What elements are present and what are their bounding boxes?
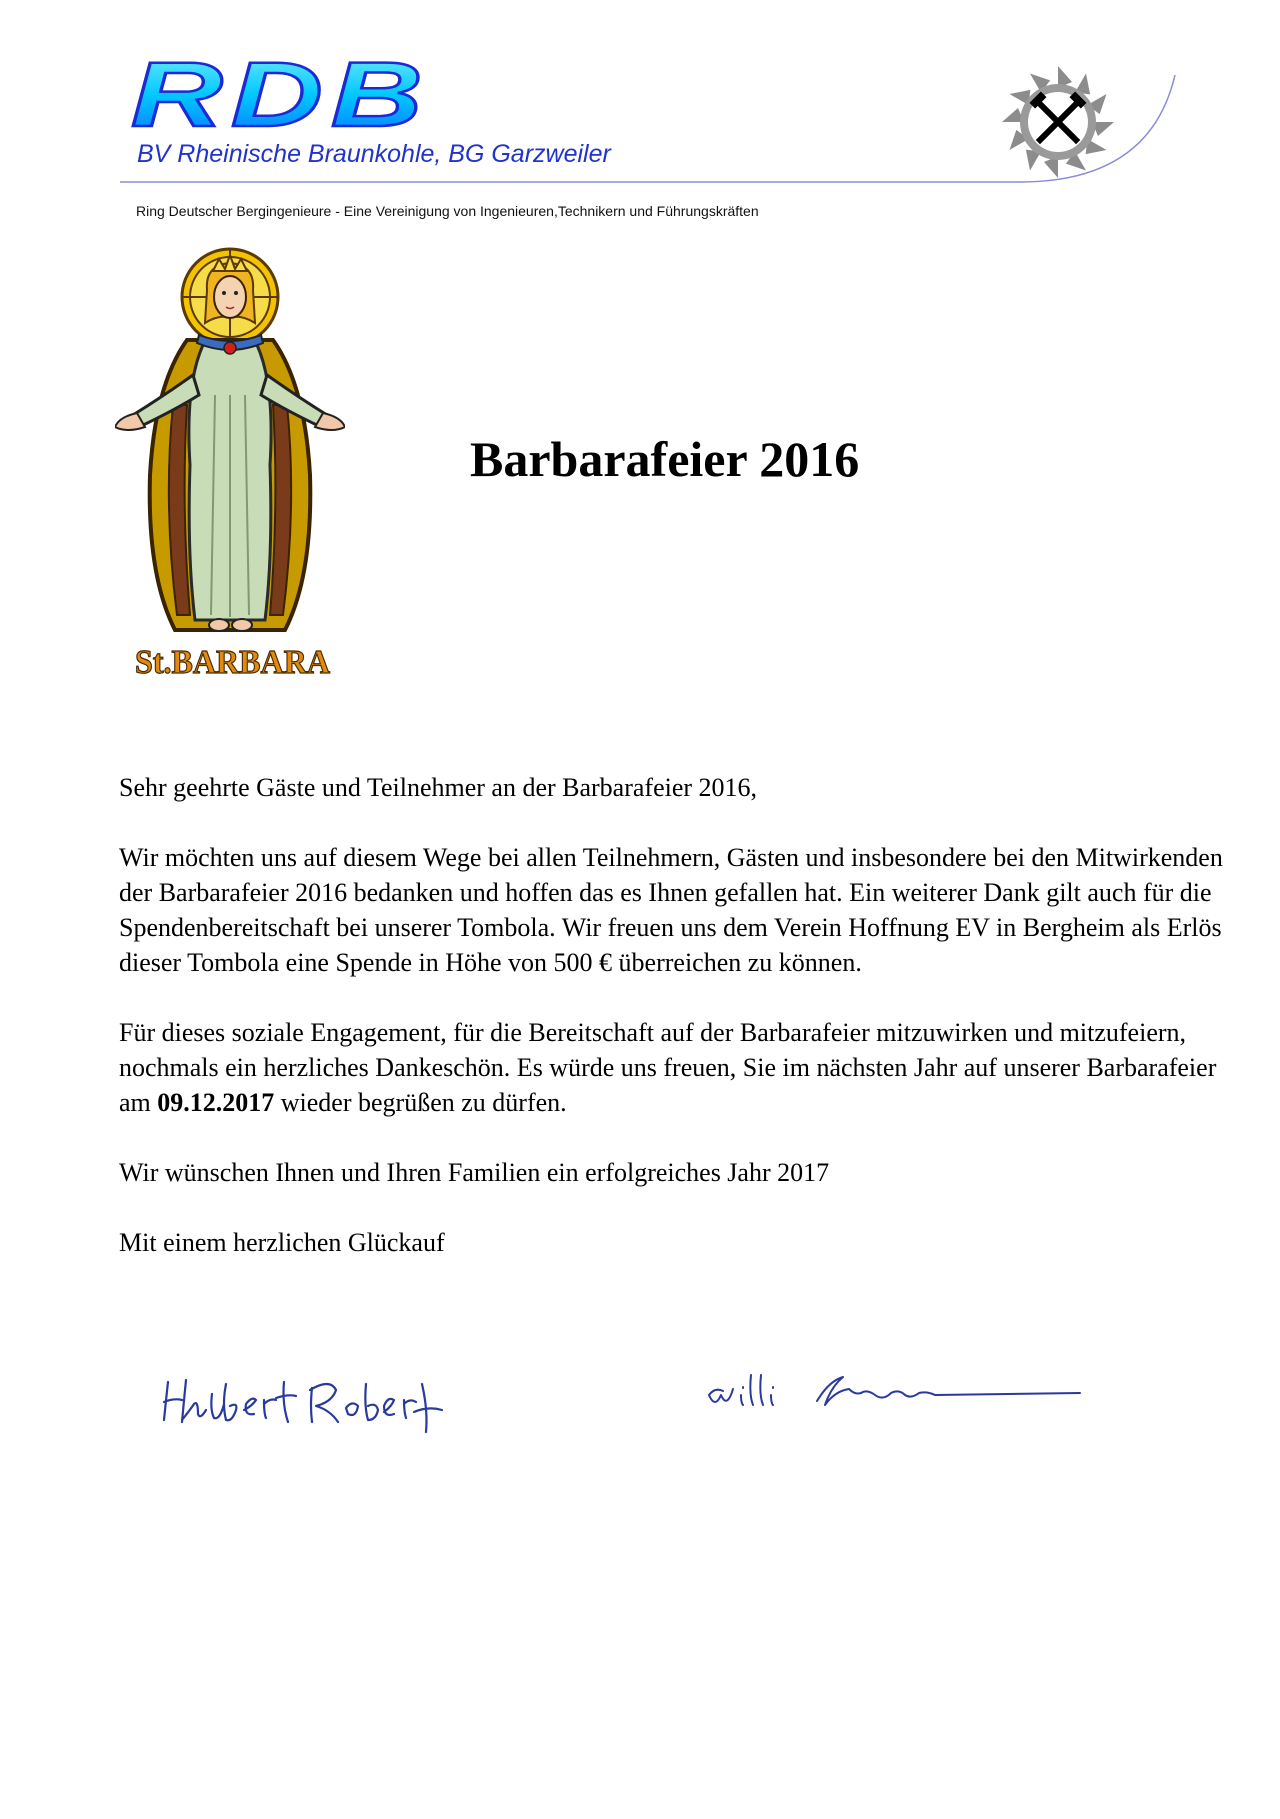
letter-paragraph-wishes: Wir wünschen Ihnen und Ihren Familien ein erfolgreiches Jahr 2017 (119, 1158, 830, 1187)
st-barbara-illustration (115, 245, 345, 680)
organization-name: BV Rheinische Braunkohle, BG Garzweiler (137, 140, 611, 168)
signature-hubert-robert (160, 1370, 450, 1440)
letter-paragraph-thanks: Wir möchten uns auf diesem Wege bei allen Teilnehmern, Gästen und insbesondere bei den Mitwirkenden der Barbarafeier 2016 bedanken und hoffen das es Ihnen gefallen hat. Ein weiterer Dank gilt auch für die Spendenbereitschaft bei unserer Tombola. Wir freuen uns dem Verein Hoffnung EV in Bergheim als Erlös dieser Tombola eine Spende in Höhe von 500 € überreichen zu können. (119, 843, 1223, 977)
next-event-date: 09.12.2017 (157, 1088, 275, 1117)
organization-subtitle: Ring Deutscher Bergingenieure - Eine Vereinigung von Ingenieuren,Technikern und Führungskräften (136, 203, 759, 219)
invitation-text-start: Für dieses soziale Engagement, für die Bereitschaft auf der Barbarafeier mitzuwirken und mitzufeiern, nochmals ein herzliches Dankeschön. Es würde uns freuen, Sie im nächsten Jahr auf unserer Barbarafeier am (119, 1018, 1217, 1117)
letter-paragraph-invitation (119, 1015, 1229, 1120)
mining-gear-icon (998, 62, 1118, 182)
st-barbara-caption: St.BARBARA (135, 644, 331, 680)
letter-body (119, 770, 1229, 1295)
letter-closing: Mit einem herzlichen Glückauf (119, 1228, 445, 1257)
rdb-logo-text: RDB (131, 48, 431, 138)
page-title: Barbarafeier 2016 (470, 431, 860, 487)
letter-greeting: Sehr geehrte Gäste und Teilnehmer an der Barbarafeier 2016, (119, 773, 758, 802)
invitation-text-end: wieder begrüßen zu dürfen. (274, 1088, 567, 1117)
signature-willi-neuen (705, 1365, 1085, 1425)
